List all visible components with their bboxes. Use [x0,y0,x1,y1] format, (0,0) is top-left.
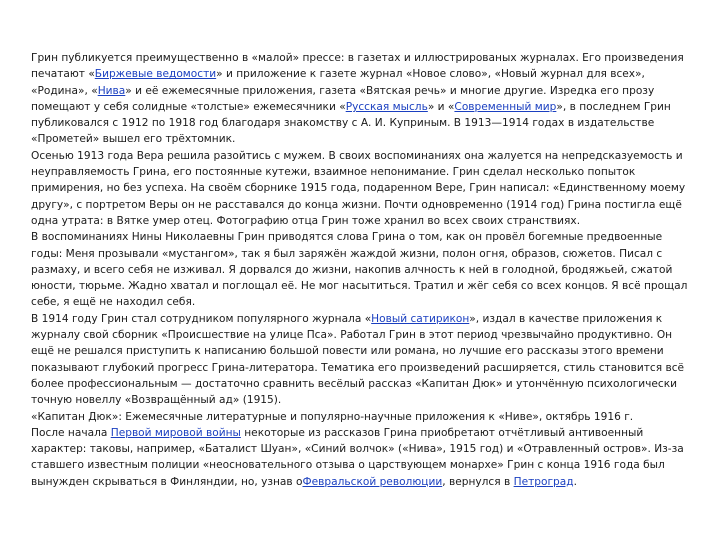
paragraph [31,148,693,229]
paragraph [31,50,693,148]
paragraph-text: В 1914 году Грин стал сотрудником популярного журнала « [31,312,372,325]
paragraph-text: , вернулся в [442,475,514,488]
hyperlink[interactable]: Биржевые ведомости [94,68,217,81]
paragraph [31,409,693,425]
paragraph [31,311,693,409]
hyperlink[interactable]: Первой мировой войны [110,426,241,439]
paragraph-text: Грин публикуется преимущественно в «малой» прессе: в газетах и иллюстрированых журналах. Его произведения печатают « [31,52,684,81]
hyperlink[interactable]: Петроград [513,475,574,488]
paragraph-text: » и приложение к газете журнал «Новое слово», «Новый журнал для всех», «Родина», « [31,68,645,97]
paragraph-text: . [573,475,577,488]
paragraph-text: Осенью 1913 года Вера решила разойтись с мужем. В своих воспоминаниях она жалуется на непредсказуемость и неуправляемость Грина, его постоянные кутежи, взаимное непонимание. Грин сделал несколько попыток примирения, но без успеха. На своём сборнике 1915 года, подаренном Вере, Грин написал: «Единственному моему другу», с портретом Веры он не расставался до конца жизни. Почти одновременно (1914 год) Грина постигла ещё одна утрата: в Вятке умер отец. Фотографию отца Грин тоже хранил во всех своих странствиях. [31,149,686,227]
paragraph-text: », в последнем Грин публиковался с 1912 по 1918 год благодаря знакомству с А. И. Куприным. В 1913—1914 годах в издательстве «Прометей» вышел его трёхтомник. [31,100,671,146]
paragraph-text: «Капитан Дюк»: Ежемесячные литературные и популярно-научные приложения к «Ниве», октябрь 1916 г. [31,410,634,423]
paragraph-text: », издал в качестве приложения к журналу свой сборник «Происшествие на улице Пса». Работал Грин в этот период чрезвычайно продуктивно. Он ещё не решался приступить к написанию большой повести или романа, но лучшие его рассказы этого времени показывают глубокий прогресс Грина-литератора. Тематика его произведений расширяется, стиль становится всё более профессиональным — достаточно сравнить весёлый рассказ «Капитан Дюк» и утончённую психологически точную новеллу «Возвращённый ад» (1915). [31,312,685,407]
hyperlink[interactable]: Новый сатирикон [371,312,470,325]
paragraph-text: » и её ежемесячные приложения, газета «Вятская речь» и многие другие. Изредка его прозу помещают у себя солидные «толстые» ежемесячники « [31,84,655,113]
hyperlink[interactable]: Февральской революции [302,475,443,488]
paragraph [31,229,693,310]
paragraph [31,425,693,490]
document-body [31,50,693,490]
paragraph-text: После начала [31,426,111,439]
hyperlink[interactable]: Нива [97,84,126,97]
hyperlink[interactable]: Русская мысль [345,100,428,113]
paragraph-text: некоторые из рассказов Грина приобретают отчётливый антивоенный характер: таковы, например, «Баталист Шуан», «Синий волчок» («Нива», 1915 год) и «Отравленный остров». Из-за ставшего известным полиции «неосновательного отзыва о царствующем монархе» Грин с конца 1916 года был вынужден скрываться в Финляндии, но, узнав о [31,426,684,488]
paragraph-text: В воспоминаниях Нины Николаевны Грин приводятся слова Грина о том, как он провёл богемные предвоенные годы: Меня прозывали «мустангом», так я был заряжён жаждой жизни, полон огня, образов, сюжетов. Писал с размаху, и всего себя не изживал. Я дорвался до жизни, накопив алчность к ней в голодной, бродяжьей, сжатой юности, тюрьме. Жадно хватал и поглощал её. Не мог насытиться. Тратил и жёг себя со всех концов. Я всё прощал себе, я ещё не находил себя. [31,231,688,309]
paragraph-text: » и « [427,100,455,113]
hyperlink[interactable]: Современный мир [454,100,557,113]
